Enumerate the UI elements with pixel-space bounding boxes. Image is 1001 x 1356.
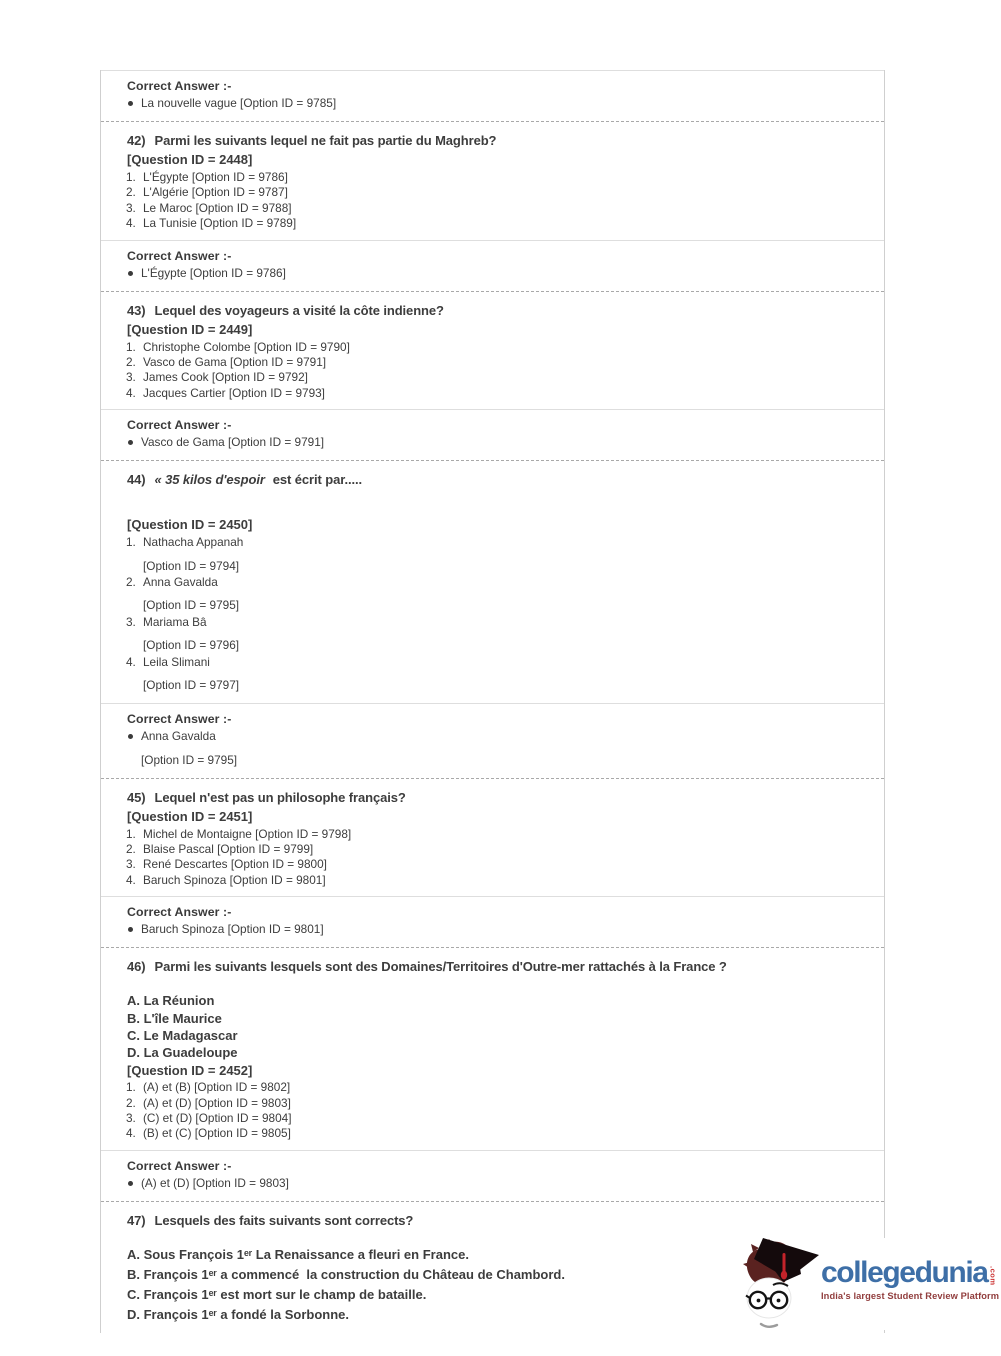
option-item — [126, 386, 858, 401]
correct-answer-block-41 — [101, 70, 884, 122]
option-item — [126, 615, 858, 630]
option-item — [126, 1126, 858, 1141]
question-46 — [101, 948, 884, 1150]
statement: C. Le Madagascar — [127, 1027, 238, 1043]
question-title — [127, 957, 858, 976]
option-number: 4. — [126, 1126, 136, 1141]
question-42 — [101, 122, 884, 240]
option-id: [Option ID = 9796] — [143, 638, 240, 653]
statement: A. Sous François 1ᵉʳ La Renaissance a fleuri en France. — [127, 1246, 469, 1262]
option-text: James Cook [Option ID = 9792] — [143, 370, 308, 385]
correct-answer-block-46 — [101, 1150, 884, 1202]
option-item — [126, 827, 858, 842]
correct-answer-label: Correct Answer :- — [127, 79, 232, 93]
option-text: Leila Slimani — [143, 654, 210, 669]
option-text: (C) et (D) [Option ID = 9804] — [143, 1110, 292, 1125]
option-item — [126, 535, 858, 550]
option-id: [Option ID = 9797] — [143, 678, 240, 693]
option-text: Baruch Spinoza [Option ID = 9801] — [143, 872, 326, 887]
correct-answer-block-42 — [101, 240, 884, 292]
correct-answer-block-45 — [101, 896, 884, 948]
collegedunia-mascot-icon — [741, 1238, 821, 1330]
correct-answer-value: L'Égypte [Option ID = 9786] — [141, 265, 286, 280]
option-text: (B) et (C) [Option ID = 9805] — [143, 1126, 291, 1141]
correct-answer-item — [127, 95, 858, 112]
option-item — [126, 1111, 858, 1126]
brand-tld: .com — [988, 1266, 998, 1286]
correct-answer-value: (A) et (D) [Option ID = 9803] — [141, 1175, 289, 1190]
option-number: 1. — [126, 170, 136, 184]
question-id: [Question ID = 2452] — [127, 1062, 253, 1078]
option-text: Michel de Montaigne [Option ID = 9798] — [143, 826, 352, 841]
option-text: La Tunisie [Option ID = 9789] — [143, 216, 297, 231]
question-number: 45) — [127, 789, 146, 805]
question-title — [127, 470, 858, 489]
correct-answer-block-44 — [101, 703, 884, 779]
option-number: 2. — [126, 355, 136, 370]
question-id: [Question ID = 2451] — [127, 808, 253, 824]
bullet-dot-icon — [128, 440, 133, 445]
correct-answer-value: La nouvelle vague [Option ID = 9785] — [141, 96, 337, 110]
option-text: René Descartes [Option ID = 9800] — [143, 857, 327, 872]
correct-answer-item — [127, 1175, 858, 1192]
option-text: (A) et (D) [Option ID = 9803] — [143, 1095, 291, 1110]
question-45 — [101, 779, 884, 897]
option-item — [126, 655, 858, 670]
question-44 — [101, 461, 884, 702]
option-text: Nathacha Appanah — [143, 535, 244, 550]
option-text: Le Maroc [Option ID = 9788] — [143, 200, 292, 215]
statement: D. François 1ᵉʳ a fondé la Sorbonne. — [127, 1306, 349, 1322]
options-list — [126, 535, 858, 693]
question-text: Lequel des voyageurs a visité la côte indienne? — [154, 302, 444, 318]
options-list — [126, 827, 858, 889]
correct-answer-item — [127, 728, 858, 745]
option-number: 1. — [126, 826, 136, 841]
option-number: 4. — [126, 872, 136, 887]
options-list — [126, 340, 858, 402]
statements-list — [127, 992, 858, 1079]
options-list — [126, 170, 858, 232]
option-item — [126, 201, 858, 216]
question-text-italic: « 35 kilos d'espoir — [154, 472, 265, 488]
option-text: Anna Gavalda — [143, 575, 218, 590]
option-text: Jacques Cartier [Option ID = 9793] — [143, 385, 325, 400]
option-id: [Option ID = 9794] — [143, 558, 240, 573]
question-id: [Question ID = 2448] — [127, 152, 253, 167]
question-number: 44) — [127, 472, 146, 488]
option-item — [126, 575, 858, 590]
option-number: 3. — [126, 857, 136, 872]
bullet-dot-icon — [128, 734, 133, 739]
option-number: 3. — [126, 370, 136, 385]
logo-text — [821, 1238, 999, 1330]
question-title — [127, 301, 858, 320]
option-text: (A) et (B) [Option ID = 9802] — [143, 1080, 291, 1095]
question-text: Lesquels des faits suivants sont corrects? — [154, 1212, 414, 1228]
correct-answer-option-id: [Option ID = 9795] — [141, 752, 238, 767]
correct-answer-block-43 — [101, 409, 884, 461]
option-number: 2. — [126, 841, 136, 856]
option-item — [126, 340, 858, 355]
option-item — [126, 216, 858, 231]
question-title — [127, 788, 858, 807]
correct-answer-label: Correct Answer :- — [127, 248, 232, 263]
brand-row — [821, 1258, 999, 1288]
question-number: 46) — [127, 959, 146, 975]
bullet-dot-icon — [128, 271, 133, 276]
correct-answer-value: Vasco de Gama [Option ID = 9791] — [141, 435, 325, 450]
option-text: Christophe Colombe [Option ID = 9790] — [143, 339, 350, 354]
brand-tagline: India's largest Student Review Platform — [821, 1291, 1000, 1301]
option-number: 1. — [126, 535, 136, 550]
correct-answer-item — [127, 265, 858, 282]
collegedunia-logo — [741, 1238, 1000, 1330]
option-item — [126, 185, 858, 200]
question-text: Lequel n'est pas un philosophe français? — [154, 789, 406, 805]
question-title — [127, 1211, 858, 1230]
correct-answer-value: Baruch Spinoza [Option ID = 9801] — [141, 922, 324, 937]
option-number: 3. — [126, 200, 136, 215]
statement: D. La Guadeloupe — [127, 1045, 238, 1061]
option-number: 4. — [126, 216, 136, 231]
option-item — [126, 355, 858, 370]
option-number: 3. — [126, 614, 136, 629]
options-list — [126, 1080, 858, 1142]
question-number: 42) — [127, 133, 146, 148]
question-text: est écrit par..... — [272, 472, 363, 488]
option-number: 1. — [126, 1080, 136, 1095]
option-text: Blaise Pascal [Option ID = 9799] — [143, 841, 314, 856]
question-text: Parmi les suivants lesquels sont des Domaines/Territoires d'Outre-mer rattachés à la France ? — [154, 959, 727, 975]
option-text: Vasco de Gama [Option ID = 9791] — [143, 355, 327, 370]
question-43 — [101, 292, 884, 410]
option-number: 4. — [126, 385, 136, 400]
option-number: 2. — [126, 1095, 136, 1110]
option-number: 2. — [126, 185, 136, 200]
bullet-dot-icon — [128, 101, 133, 106]
correct-answer-label: Correct Answer :- — [127, 418, 232, 433]
option-number: 2. — [126, 575, 136, 590]
option-text: Mariama Bâ — [143, 614, 207, 629]
question-number: 47) — [127, 1212, 146, 1228]
option-text: L'Algérie [Option ID = 9787] — [143, 185, 288, 200]
option-item — [126, 873, 858, 888]
brand-name: collegedunia — [821, 1256, 988, 1289]
statement: C. François 1ᵉʳ est mort sur le champ de bataille. — [127, 1286, 427, 1302]
statement: B. L'île Maurice — [127, 1010, 222, 1026]
option-item — [126, 370, 858, 385]
option-item — [126, 857, 858, 872]
statement: B. François 1ᵉʳ a commencé la construction du Château de Chambord. — [127, 1266, 565, 1282]
option-id: [Option ID = 9795] — [143, 598, 240, 613]
question-title — [127, 131, 858, 150]
option-item — [126, 170, 858, 185]
correct-answer-label: Correct Answer :- — [127, 711, 232, 726]
option-item — [126, 1096, 858, 1111]
bullet-dot-icon — [128, 927, 133, 932]
option-text: L'Égypte [Option ID = 9786] — [143, 170, 288, 184]
option-item — [126, 1080, 858, 1095]
exam-sheet — [100, 70, 885, 1333]
question-text: Parmi les suivants lequel ne fait pas partie du Maghreb? — [154, 133, 497, 148]
option-number: 3. — [126, 1110, 136, 1125]
correct-answer-label: Correct Answer :- — [127, 1158, 232, 1173]
statement: A. La Réunion — [127, 993, 215, 1009]
correct-answer-label: Correct Answer :- — [127, 905, 232, 920]
correct-answer-item — [127, 921, 858, 938]
correct-answer-value: Anna Gavalda — [141, 728, 216, 743]
option-item — [126, 842, 858, 857]
question-number: 43) — [127, 302, 146, 318]
question-id: [Question ID = 2450] — [127, 517, 253, 533]
question-id: [Question ID = 2449] — [127, 321, 253, 337]
correct-answer-item — [127, 434, 858, 451]
option-number: 4. — [126, 654, 136, 669]
bullet-dot-icon — [128, 1181, 133, 1186]
option-number: 1. — [126, 339, 136, 354]
